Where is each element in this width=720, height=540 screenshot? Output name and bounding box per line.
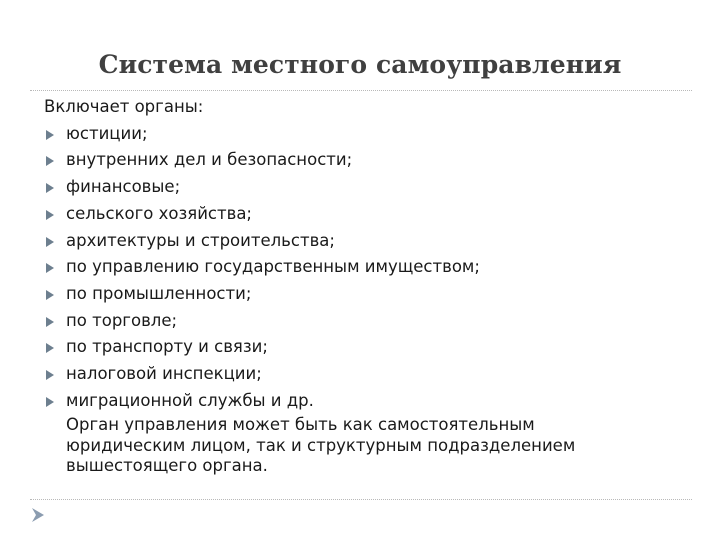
organ-list	[44, 121, 684, 415]
list-item-text: внутренних дел и безопасности;	[66, 150, 353, 170]
list-item	[44, 121, 684, 148]
list-item-text: финансовые;	[66, 177, 181, 197]
list-item	[44, 147, 684, 174]
triangle-right-icon	[45, 396, 55, 408]
list-item-text: по управлению государственным имуществом;	[66, 257, 480, 277]
slide-title: Система местного самоуправления	[98, 50, 622, 79]
intro-text: Включает органы:	[44, 97, 204, 116]
list-item-text: юстиции;	[66, 123, 148, 143]
triangle-right-icon	[45, 236, 55, 248]
list-item-text: миграционной службы и др.	[66, 390, 314, 410]
corner-arrow-icon	[30, 506, 46, 524]
list-item	[44, 388, 684, 415]
footer-divider	[30, 499, 692, 500]
list-item	[44, 361, 684, 388]
list-item	[44, 228, 684, 255]
triangle-right-icon	[45, 182, 55, 194]
triangle-right-icon	[45, 369, 55, 381]
triangle-right-icon	[45, 209, 55, 221]
list-item-text: архитектуры и строительства;	[66, 230, 335, 250]
list-item-text: по промышленности;	[66, 283, 252, 303]
triangle-right-icon	[45, 155, 55, 167]
list-item-text: сельского хозяйства;	[66, 203, 252, 223]
list-item	[44, 174, 684, 201]
list-item	[44, 254, 684, 281]
triangle-right-icon	[45, 342, 55, 354]
list-item	[44, 308, 684, 335]
list-item	[44, 201, 684, 228]
triangle-right-icon	[45, 129, 55, 141]
list-item-text: по транспорту и связи;	[66, 337, 268, 357]
note-text: Орган управления может быть как самостоятельным юридическим лицом, так и структурным подразделением вышестоящего органа.	[66, 415, 576, 476]
triangle-right-icon	[45, 289, 55, 301]
slide-content	[44, 94, 684, 477]
list-item	[44, 334, 684, 361]
triangle-right-icon	[45, 262, 55, 274]
list-item-text: налоговой инспекции;	[66, 364, 262, 384]
list-item	[44, 281, 684, 308]
list-item-text: по торговле;	[66, 310, 178, 330]
title-divider	[30, 90, 692, 91]
triangle-right-icon	[45, 316, 55, 328]
